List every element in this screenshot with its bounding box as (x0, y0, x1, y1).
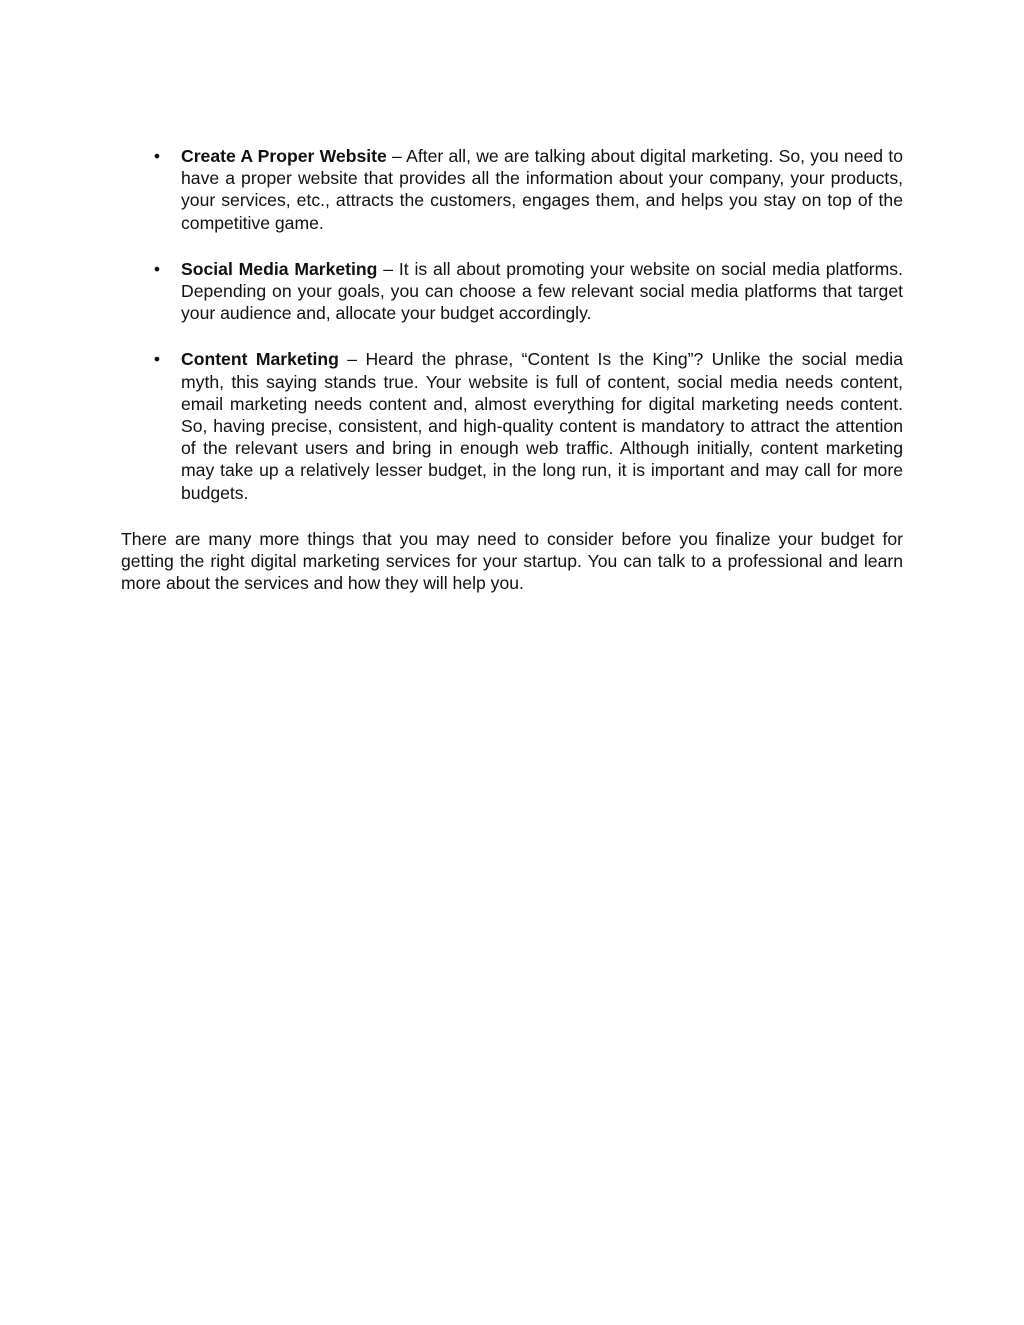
bullet-icon: • (153, 146, 161, 166)
bullet-icon: • (153, 349, 161, 370)
bullet-icon: • (153, 258, 161, 279)
bullet-term: Content Marketing (181, 349, 339, 370)
document-body (121, 145, 903, 594)
bullet-text: – After all, we are talking about digital marketing. So, you need to have a proper website that provides all the information about your company, your products, your services, etc., attracts the customers, engages them, and helps you stay on top of the competitive game. (181, 146, 903, 233)
bullet-list (121, 145, 903, 504)
bullet-item-content-marketing (121, 348, 903, 503)
closing-paragraph: There are many more things that you may need to consider before you finalize your budget for getting the right digital marketing services for your startup. You can talk to a professional and learn more about the services and how they will help you. (121, 528, 903, 594)
bullet-term: Create A Proper Website (181, 146, 387, 166)
bullet-text: – It is all about promoting your website on social media platforms. Depending on your goals, you can choose a few relevant social media platforms that target your audience and, allocate your budget accordingly. (181, 258, 903, 324)
bullet-item-social-media-marketing (121, 258, 903, 325)
bullet-term: Social Media Marketing (181, 258, 378, 279)
bullet-text: – Heard the phrase, “Content Is the King”? Unlike the social media myth, this saying stands true. Your website is full of content, social media needs content, email marketing needs content and, almost everything for digital marketing needs content. So, having precise, consistent, and high-quality content is mandatory to attract the attention of the relevant users and bring in enough web traffic. Although initially, content marketing may take up a relatively lesser budget, in the long run, it is important and may call for more budgets. (181, 349, 903, 503)
bullet-item-proper-website (121, 145, 903, 234)
